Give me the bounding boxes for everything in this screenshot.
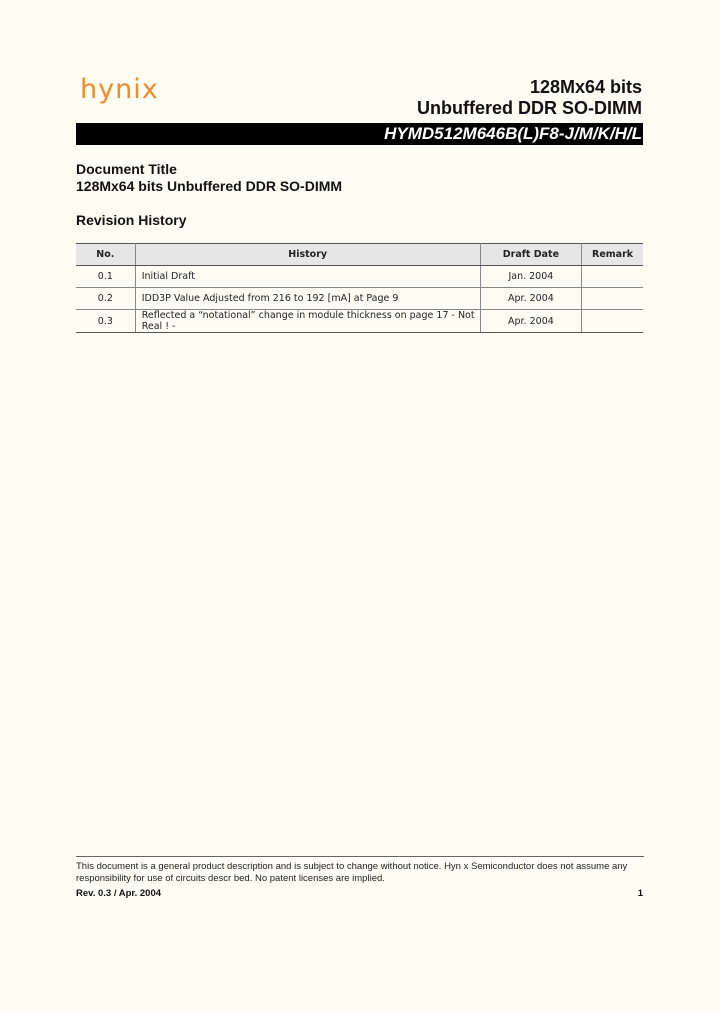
cell-no: 0.3 [76,310,135,333]
cell-remark [582,266,643,288]
cell-draft-date: Apr. 2004 [480,310,581,333]
part-number: HYMD512M646B(L)F8-J/M/K/H/L [384,124,642,143]
table-row [76,288,643,310]
document-title-label: Document Title [76,161,177,177]
header-title-line2: Unbuffered DDR SO-DIMM [417,98,642,118]
cell-history: Initial Draft [135,266,480,288]
column-header-remark: Remark [582,244,643,266]
cell-draft-date: Apr. 2004 [480,288,581,310]
column-header-no: No. [76,244,135,266]
hynix-logo: hynix [80,74,159,105]
cell-no: 0.1 [76,266,135,288]
page-number: 1 [637,888,643,899]
cell-draft-date: Jan. 2004 [480,266,581,288]
table-row [76,310,643,333]
column-header-history: History [135,244,480,266]
footer-disclaimer: This document is a general product description and is subject to change without notice. Hyn x Semiconductor does not assume any responsibility for use of circuits descr bed. No patent licenses are implied. [76,861,628,884]
footer-divider [76,856,644,857]
document-title-text: 128Mx64 bits Unbuffered DDR SO-DIMM [76,178,343,194]
table-row [76,266,643,288]
column-header-draft-date: Draft Date [480,244,581,266]
cell-remark [582,310,643,333]
footer-revision: Rev. 0.3 / Apr. 2004 [76,888,162,899]
header-title-line1: 128Mx64 bits [529,77,642,97]
cell-remark [582,288,643,310]
revision-history-heading: Revision History [76,212,187,228]
revision-history-table [76,243,643,333]
table-header-row [76,244,643,266]
cell-history: Reflected a “notational” change in module thickness on page 17 - Not Real ! - [135,310,480,333]
cell-history: IDD3P Value Adjusted from 216 to 192 [mA] at Page 9 [135,288,480,310]
cell-no: 0.2 [76,288,135,310]
